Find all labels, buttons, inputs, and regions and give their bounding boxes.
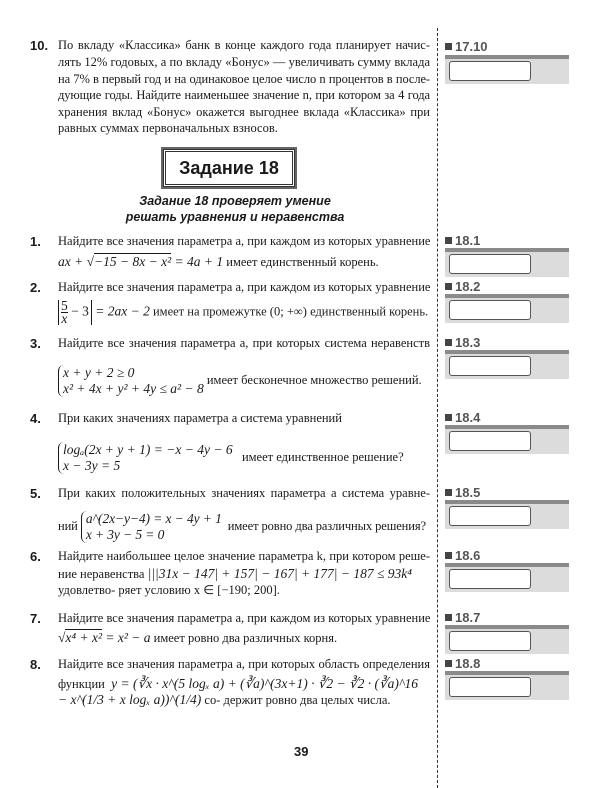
problem-number: 3.	[30, 336, 41, 351]
answer-field[interactable]	[449, 300, 531, 320]
problem-text: Найдите все значения параметра a, при каждом из которых уравнение	[58, 611, 431, 625]
problem-formula-line	[58, 365, 430, 397]
problem-text: равных суммах первоначальных взносов.	[58, 121, 278, 135]
problem-text: Найдите все значения параметра a, при которых область определения	[58, 657, 430, 671]
problem-number: 2.	[30, 280, 41, 295]
problem-text: Найдите все значения параметра a, при каждом из которых уравнение	[58, 280, 431, 294]
problem-number: 1.	[30, 234, 41, 249]
formula: logₐ(2x + y + 1) = −x − 4y − 6	[63, 442, 233, 457]
problem-text: ний	[58, 518, 78, 533]
answer-field[interactable]	[449, 631, 531, 651]
problem-text: лять 12% годовых, а по вкладу «Бонус» — увеличивать сумму вклада	[58, 55, 430, 69]
formula: x + y + 2 ≥ 0	[63, 365, 135, 380]
answer-label	[445, 548, 480, 563]
answer-label-text: 18.4	[455, 410, 481, 425]
problem-formula-line: √x⁴ + x² = x² − a имеет ровно два различных корня.	[58, 630, 338, 645]
system-of-equations	[58, 442, 233, 474]
answer-field[interactable]	[449, 677, 531, 697]
fraction-numerator: 5	[61, 298, 68, 313]
problem-text: имеет бесконечное множество решений.	[206, 372, 422, 387]
answer-box	[445, 563, 569, 592]
problem-text: имеет на промежутке (0; +∞) единственный корень.	[149, 304, 429, 319]
answer-box	[445, 294, 569, 323]
answer-label-text: 18.7	[455, 610, 481, 625]
problem-text: удовлетво-	[58, 583, 116, 597]
problem-text: имеет ровно два различных корня.	[150, 631, 338, 645]
answer-label-text: 18.1	[455, 233, 481, 248]
problem-text: ряет условию x ∈ [−190; 200].	[118, 583, 280, 597]
answer-label-text: 18.5	[455, 485, 481, 500]
formula: x − 3y = 5	[63, 458, 121, 473]
cut-line-divider	[437, 28, 438, 788]
answer-label	[445, 485, 480, 500]
problem-number: 6.	[30, 549, 41, 564]
square-bullet-icon	[445, 660, 452, 667]
answer-label-text: 18.2	[455, 279, 481, 294]
section-subtitle: Задание 18 проверяет умение	[139, 194, 331, 208]
problem-text: со-	[204, 693, 221, 707]
formula: −15 − 8x − x²	[94, 254, 172, 269]
problem-text: дующие годы. Найдите наименьшее значение n, при котором за 4 года	[58, 88, 430, 102]
answer-field[interactable]	[449, 356, 531, 376]
square-bullet-icon	[445, 414, 452, 421]
answer-label-text: 17.10	[455, 39, 488, 54]
problem-text: функции	[58, 677, 105, 691]
problem-text: имеет единственное решение?	[241, 449, 404, 464]
answer-label	[445, 610, 480, 625]
answer-box	[445, 55, 569, 84]
system-of-inequalities	[58, 365, 204, 397]
answer-label-text: 18.3	[455, 335, 481, 350]
problem-text: хранения вклад «Бонус» окажется выгоднее вклада «Классика» при	[58, 105, 430, 119]
section-subtitle: решать уравнения и неравенства	[125, 210, 345, 224]
answer-field[interactable]	[449, 254, 531, 274]
section-title: Задание 18	[163, 149, 295, 187]
answer-box	[445, 500, 569, 529]
problem-number: 8.	[30, 657, 41, 672]
problem-number: 7.	[30, 611, 41, 626]
problem-formula-line	[58, 511, 430, 543]
square-bullet-icon	[445, 43, 452, 50]
problem-formula-line: ax + √−15 − 8x − x² = 4a + 1 имеет единственный корень.	[58, 254, 379, 269]
formula: = 2ax − 2	[91, 303, 150, 319]
answer-label	[445, 39, 488, 54]
formula: a^(2x−y−4) = x − 4y + 1	[85, 511, 222, 526]
problem-text: держит ровно два целых числа.	[223, 693, 391, 707]
answer-label-text: 18.6	[455, 548, 481, 563]
answer-label	[445, 656, 480, 671]
answer-field[interactable]	[449, 569, 531, 589]
problem-text: имеет ровно два различных решения?	[227, 518, 426, 533]
answer-field[interactable]	[449, 61, 531, 81]
square-bullet-icon	[445, 489, 452, 496]
problem-text: на 7% в первый год и на одинаковое целое число n процентов в после-	[58, 72, 430, 86]
square-bullet-icon	[445, 237, 452, 244]
square-bullet-icon	[445, 552, 452, 559]
square-bullet-icon	[445, 283, 452, 290]
problem-number: 5.	[30, 486, 41, 501]
formula: = x² − a	[102, 630, 151, 645]
answer-label	[445, 335, 480, 350]
formula: x⁴ + x²	[65, 630, 103, 645]
problem-text: Найдите все значения параметра a, при которых система неравенств	[58, 336, 430, 350]
answer-box	[445, 625, 569, 654]
problem-formula-block	[58, 676, 430, 708]
answer-label-text: 18.8	[455, 656, 481, 671]
formula: ax +	[58, 254, 87, 269]
answer-label	[445, 279, 480, 294]
answer-box	[445, 425, 569, 454]
answer-box	[445, 350, 569, 379]
answer-field[interactable]	[449, 431, 531, 451]
fraction-denominator: x	[61, 311, 68, 326]
problem-formula-line	[58, 300, 430, 325]
problem-number: 10.	[30, 38, 49, 53]
formula: y = (∛x · x^(5 logₓ a) + (∛a)^(3x+1) · ∛2 − ∛2 · (∛a)^16 − x^(1/3 + x logₓ a))^(1/4)	[58, 676, 419, 707]
problem-text: ние неравенства	[58, 567, 145, 581]
problem-text: При каких положительных значениях параметра a система уравне-	[58, 486, 430, 500]
answer-label	[445, 233, 480, 248]
problem-formula-line	[58, 442, 430, 474]
answer-box	[445, 671, 569, 700]
problem-text: Найдите все значения параметра a, при каждом из которых уравнение	[58, 234, 431, 248]
problem-number: 4.	[30, 411, 41, 426]
problem-formula-block	[58, 566, 430, 598]
formula: = 4a + 1	[171, 254, 224, 269]
answer-label	[445, 410, 480, 425]
formula: |||31x − 147| + 157| − 167| + 177| − 187 ≤ 93k⁴	[147, 566, 412, 581]
square-bullet-icon	[445, 614, 452, 621]
problem-text: имеет единственный корень.	[223, 255, 379, 269]
square-bullet-icon	[445, 339, 452, 346]
page-number: 39	[294, 744, 309, 759]
answer-field[interactable]	[449, 506, 531, 526]
system-of-equations	[81, 511, 222, 543]
answer-box	[445, 248, 569, 277]
problem-text: По вкладу «Классика» банк в конце каждого года планирует начис-	[58, 38, 430, 52]
formula: − 3	[67, 303, 89, 319]
formula: x + 3y − 5 = 0	[85, 527, 165, 542]
problem-text: Найдите наибольшее целое значение параметра k, при котором реше-	[58, 549, 430, 563]
problem-text: При каких значениях параметра a система уравнений	[58, 411, 342, 425]
formula: x² + 4x + y² + 4y ≤ a² − 8	[63, 381, 204, 396]
